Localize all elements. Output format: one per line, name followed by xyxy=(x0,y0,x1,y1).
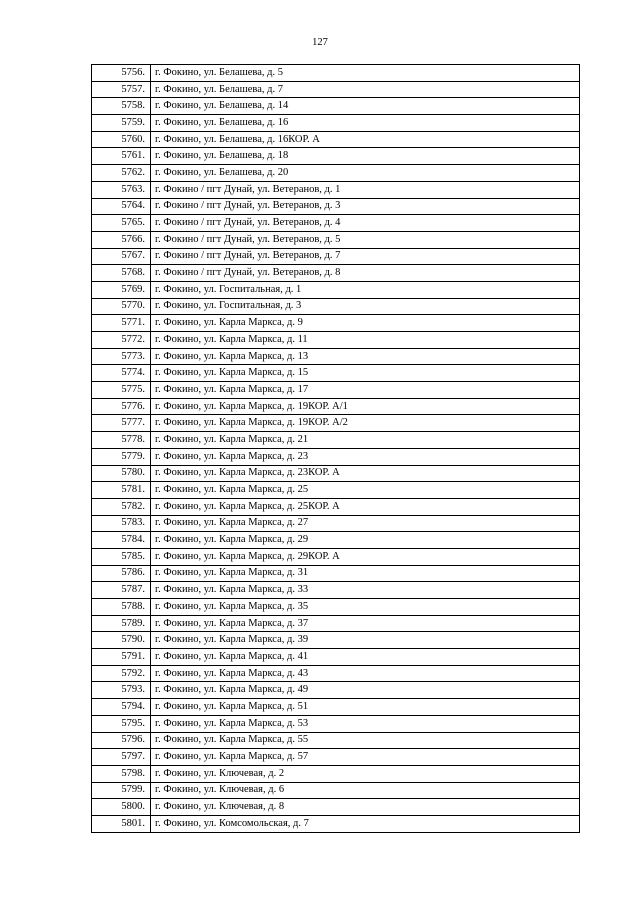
table-row xyxy=(92,665,580,682)
row-number: 5759. xyxy=(92,115,151,132)
row-number: 5760. xyxy=(92,131,151,148)
row-number: 5789. xyxy=(92,615,151,632)
row-number: 5785. xyxy=(92,548,151,565)
row-number: 5797. xyxy=(92,749,151,766)
row-number: 5793. xyxy=(92,682,151,699)
row-number: 5764. xyxy=(92,198,151,215)
table-row xyxy=(92,81,580,98)
row-number: 5801. xyxy=(92,815,151,832)
table-row xyxy=(92,582,580,599)
row-number: 5798. xyxy=(92,765,151,782)
row-number: 5800. xyxy=(92,799,151,816)
row-number: 5786. xyxy=(92,565,151,582)
row-number: 5773. xyxy=(92,348,151,365)
table-row xyxy=(92,432,580,449)
row-number: 5763. xyxy=(92,181,151,198)
table-row xyxy=(92,482,580,499)
table-row xyxy=(92,782,580,799)
row-number: 5765. xyxy=(92,215,151,232)
table-row xyxy=(92,765,580,782)
row-address: г. Фокино, ул. Карла Маркса, д. 35 xyxy=(151,599,580,616)
row-address: г. Фокино / пгт Дунай, ул. Ветеранов, д. 3 xyxy=(151,198,580,215)
row-number: 5771. xyxy=(92,315,151,332)
row-address: г. Фокино, ул. Карла Маркса, д. 25КОР. А xyxy=(151,498,580,515)
table-row xyxy=(92,398,580,415)
row-number: 5772. xyxy=(92,332,151,349)
row-address: г. Фокино, ул. Карла Маркса, д. 19КОР. А/2 xyxy=(151,415,580,432)
table-row xyxy=(92,382,580,399)
row-address: г. Фокино, ул. Ключевая, д. 8 xyxy=(151,799,580,816)
row-number: 5787. xyxy=(92,582,151,599)
row-number: 5782. xyxy=(92,498,151,515)
table-row xyxy=(92,315,580,332)
row-address: г. Фокино, ул. Белашева, д. 16КОР. А xyxy=(151,131,580,148)
row-address: г. Фокино, ул. Карла Маркса, д. 33 xyxy=(151,582,580,599)
row-address: г. Фокино, ул. Карла Маркса, д. 19КОР. А/1 xyxy=(151,398,580,415)
row-number: 5766. xyxy=(92,231,151,248)
row-number: 5757. xyxy=(92,81,151,98)
row-address: г. Фокино, ул. Белашева, д. 5 xyxy=(151,65,580,82)
table-row xyxy=(92,649,580,666)
row-number: 5779. xyxy=(92,448,151,465)
row-address: г. Фокино, ул. Белашева, д. 16 xyxy=(151,115,580,132)
table-row xyxy=(92,265,580,282)
table-row xyxy=(92,799,580,816)
row-address: г. Фокино, ул. Белашева, д. 7 xyxy=(151,81,580,98)
row-number: 5778. xyxy=(92,432,151,449)
table-row xyxy=(92,231,580,248)
row-number: 5758. xyxy=(92,98,151,115)
table-row xyxy=(92,498,580,515)
row-address: г. Фокино, ул. Карла Маркса, д. 29КОР. А xyxy=(151,548,580,565)
table-row xyxy=(92,65,580,82)
row-number: 5792. xyxy=(92,665,151,682)
table-row xyxy=(92,532,580,549)
table-row xyxy=(92,148,580,165)
row-number: 5769. xyxy=(92,281,151,298)
table-row xyxy=(92,732,580,749)
row-number: 5790. xyxy=(92,632,151,649)
row-address: г. Фокино, ул. Карла Маркса, д. 55 xyxy=(151,732,580,749)
row-number: 5767. xyxy=(92,248,151,265)
row-number: 5788. xyxy=(92,599,151,616)
row-address: г. Фокино, ул. Белашева, д. 20 xyxy=(151,165,580,182)
row-address: г. Фокино, ул. Карла Маркса, д. 27 xyxy=(151,515,580,532)
table-row xyxy=(92,615,580,632)
row-address: г. Фокино, ул. Карла Маркса, д. 57 xyxy=(151,749,580,766)
row-number: 5770. xyxy=(92,298,151,315)
row-number: 5783. xyxy=(92,515,151,532)
table-row xyxy=(92,165,580,182)
row-address: г. Фокино, ул. Госпитальная, д. 3 xyxy=(151,298,580,315)
row-address: г. Фокино, ул. Карла Маркса, д. 23КОР. А xyxy=(151,465,580,482)
row-address: г. Фокино, ул. Карла Маркса, д. 29 xyxy=(151,532,580,549)
row-number: 5776. xyxy=(92,398,151,415)
table-row xyxy=(92,298,580,315)
row-address: г. Фокино / пгт Дунай, ул. Ветеранов, д. 1 xyxy=(151,181,580,198)
row-address: г. Фокино, ул. Ключевая, д. 6 xyxy=(151,782,580,799)
row-address: г. Фокино, ул. Карла Маркса, д. 21 xyxy=(151,432,580,449)
row-number: 5799. xyxy=(92,782,151,799)
table-row xyxy=(92,348,580,365)
table-row xyxy=(92,632,580,649)
row-number: 5796. xyxy=(92,732,151,749)
table-row xyxy=(92,98,580,115)
table-row xyxy=(92,715,580,732)
table-row xyxy=(92,181,580,198)
row-number: 5794. xyxy=(92,699,151,716)
table-row xyxy=(92,248,580,265)
table-row xyxy=(92,332,580,349)
row-address: г. Фокино, ул. Карла Маркса, д. 41 xyxy=(151,649,580,666)
table-row xyxy=(92,115,580,132)
table-row xyxy=(92,448,580,465)
row-address: г. Фокино, ул. Карла Маркса, д. 51 xyxy=(151,699,580,716)
address-table-body xyxy=(92,65,580,833)
row-address: г. Фокино, ул. Карла Маркса, д. 15 xyxy=(151,365,580,382)
table-row xyxy=(92,815,580,832)
row-address: г. Фокино, ул. Белашева, д. 14 xyxy=(151,98,580,115)
row-number: 5791. xyxy=(92,649,151,666)
row-number: 5761. xyxy=(92,148,151,165)
row-address: г. Фокино, ул. Карла Маркса, д. 9 xyxy=(151,315,580,332)
row-number: 5781. xyxy=(92,482,151,499)
row-address: г. Фокино, ул. Карла Маркса, д. 53 xyxy=(151,715,580,732)
row-number: 5774. xyxy=(92,365,151,382)
table-row xyxy=(92,215,580,232)
table-row xyxy=(92,131,580,148)
row-number: 5775. xyxy=(92,382,151,399)
row-address: г. Фокино, ул. Карла Маркса, д. 23 xyxy=(151,448,580,465)
row-address: г. Фокино, ул. Карла Маркса, д. 43 xyxy=(151,665,580,682)
table-row xyxy=(92,749,580,766)
row-address: г. Фокино, ул. Ключевая, д. 2 xyxy=(151,765,580,782)
table-row xyxy=(92,365,580,382)
row-number: 5768. xyxy=(92,265,151,282)
row-number: 5795. xyxy=(92,715,151,732)
address-table xyxy=(91,64,580,833)
table-row xyxy=(92,198,580,215)
table-row xyxy=(92,699,580,716)
row-address: г. Фокино, ул. Госпитальная, д. 1 xyxy=(151,281,580,298)
row-address: г. Фокино, ул. Карла Маркса, д. 25 xyxy=(151,482,580,499)
table-row xyxy=(92,415,580,432)
table-row xyxy=(92,682,580,699)
row-address: г. Фокино, ул. Карла Маркса, д. 49 xyxy=(151,682,580,699)
table-row xyxy=(92,515,580,532)
row-address: г. Фокино, ул. Карла Маркса, д. 37 xyxy=(151,615,580,632)
page-number: 127 xyxy=(312,37,328,48)
row-address: г. Фокино, ул. Карла Маркса, д. 31 xyxy=(151,565,580,582)
row-address: г. Фокино / пгт Дунай, ул. Ветеранов, д. 4 xyxy=(151,215,580,232)
row-address: г. Фокино / пгт Дунай, ул. Ветеранов, д. 7 xyxy=(151,248,580,265)
table-row xyxy=(92,599,580,616)
row-address: г. Фокино, ул. Комсомольская, д. 7 xyxy=(151,815,580,832)
row-number: 5780. xyxy=(92,465,151,482)
table-row xyxy=(92,465,580,482)
row-number: 5784. xyxy=(92,532,151,549)
row-number: 5756. xyxy=(92,65,151,82)
row-address: г. Фокино, ул. Карла Маркса, д. 11 xyxy=(151,332,580,349)
table-row xyxy=(92,548,580,565)
row-address: г. Фокино, ул. Карла Маркса, д. 17 xyxy=(151,382,580,399)
table-row xyxy=(92,281,580,298)
row-number: 5762. xyxy=(92,165,151,182)
row-number: 5777. xyxy=(92,415,151,432)
row-address: г. Фокино, ул. Карла Маркса, д. 13 xyxy=(151,348,580,365)
row-address: г. Фокино / пгт Дунай, ул. Ветеранов, д. 8 xyxy=(151,265,580,282)
row-address: г. Фокино / пгт Дунай, ул. Ветеранов, д. 5 xyxy=(151,231,580,248)
table-row xyxy=(92,565,580,582)
row-address: г. Фокино, ул. Карла Маркса, д. 39 xyxy=(151,632,580,649)
row-address: г. Фокино, ул. Белашева, д. 18 xyxy=(151,148,580,165)
